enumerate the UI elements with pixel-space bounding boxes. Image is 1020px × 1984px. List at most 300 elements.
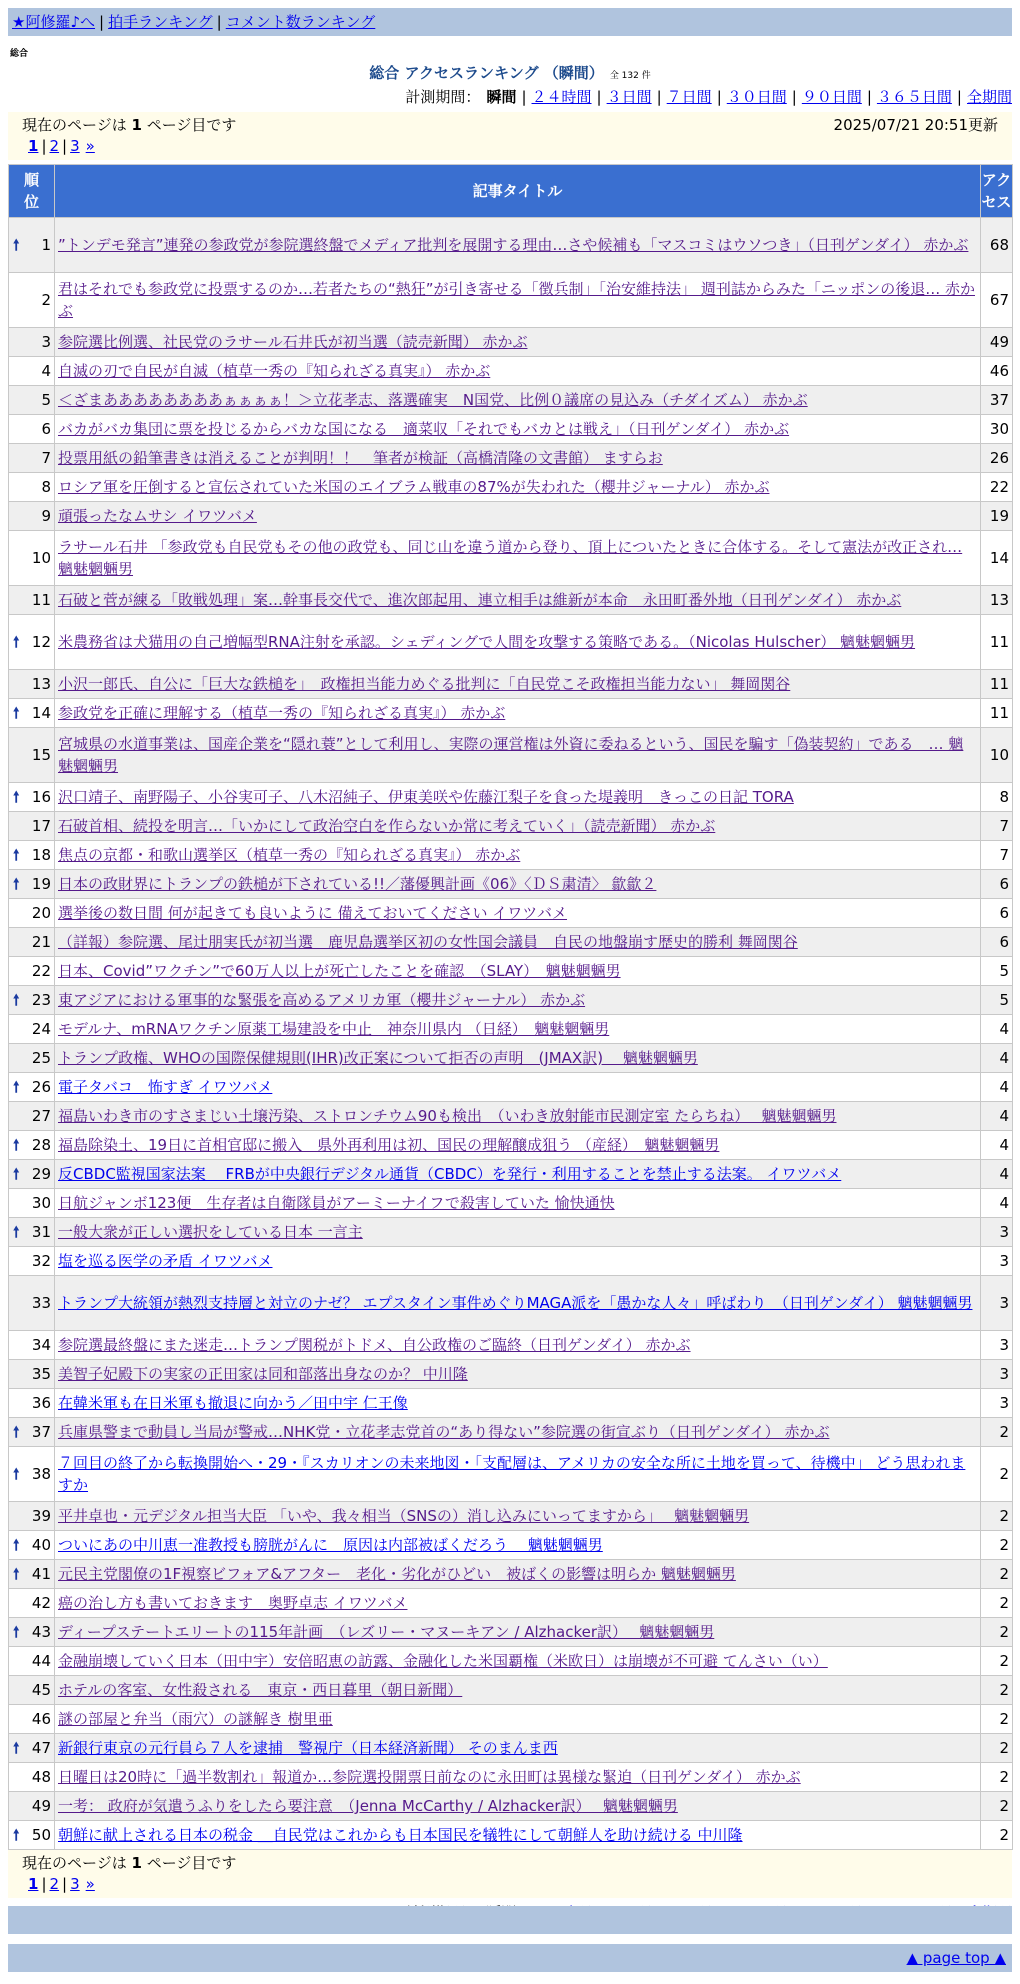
- page-indicator: 現在のページは 1 ページ目です: [22, 1854, 237, 1872]
- rank-cell: [9, 728, 55, 783]
- title-cell: [55, 1502, 981, 1531]
- rank-number: 48: [31, 1768, 51, 1786]
- table-row: [9, 812, 1013, 841]
- rank-cell: [9, 357, 55, 386]
- title-cell: [55, 1734, 981, 1763]
- rank-cell: [9, 531, 55, 586]
- rank-up-arrow-icon: 🠕: [13, 1223, 20, 1241]
- rank-cell: [9, 1531, 55, 1560]
- rank-number: 28: [31, 1136, 51, 1154]
- access-count: 4: [981, 1189, 1013, 1218]
- access-count: 2: [981, 1734, 1013, 1763]
- article-title-link[interactable]: トランプ政権、WHOの国際保健規則(IHR)改正案について拒否の声明 (JMAX訳) 魑魅魍魎男: [58, 1049, 698, 1067]
- title-cell: [55, 1044, 981, 1073]
- rank-cell: [9, 1618, 55, 1647]
- article-title-link[interactable]: ７回目の終了から転換開始へ・29・『スカリオンの未来地図・「支配層は、アメリカの安全な所に土地を買って、待機中」 どう思われますか: [58, 1454, 966, 1494]
- rank-number: 25: [31, 1049, 51, 1067]
- title-cell: [55, 444, 981, 473]
- access-count: 2: [981, 1418, 1013, 1447]
- article-title-link[interactable]: 石破首相、続投を明言…「いかにして政治空白を作らないか常に考えていく」（読売新聞） 赤かぶ: [58, 817, 716, 835]
- article-title-link[interactable]: 電子タバコ 怖すぎ イワツバメ: [58, 1078, 273, 1096]
- rank-cell: [9, 1073, 55, 1102]
- rank-cell: [9, 928, 55, 957]
- period-option[interactable]: ３０日間: [726, 88, 787, 106]
- rank-cell: [9, 1331, 55, 1360]
- rank-cell: [9, 986, 55, 1015]
- pager-page-link[interactable]: 2: [49, 1875, 60, 1893]
- access-count: 2: [981, 1531, 1013, 1560]
- rank-cell: [9, 1792, 55, 1821]
- pager-separator: |: [41, 137, 47, 155]
- title-cell: [55, 1102, 981, 1131]
- table-row: [9, 899, 1013, 928]
- table-row: [9, 1160, 1013, 1189]
- rank-cell: [9, 1560, 55, 1589]
- rank-cell: [9, 1360, 55, 1389]
- access-count: 2: [981, 1647, 1013, 1676]
- rank-cell: [9, 812, 55, 841]
- rank-number: 33: [31, 1294, 51, 1312]
- rank-number: 16: [31, 788, 51, 806]
- title-cell: [55, 899, 981, 928]
- pager-page-link[interactable]: 1: [28, 1875, 39, 1893]
- table-row: [9, 386, 1013, 415]
- rank-number: 15: [31, 746, 51, 764]
- access-count: 49: [981, 328, 1013, 357]
- access-count: 7: [981, 812, 1013, 841]
- article-title-link[interactable]: 参政党を正確に理解する（植草一秀の『知られざる真実』） 赤かぶ: [58, 704, 506, 722]
- rank-cell: [9, 273, 55, 328]
- title-cell: [55, 415, 981, 444]
- title-cell: [55, 986, 981, 1015]
- title-cell: [55, 1705, 981, 1734]
- rank-number: 22: [31, 962, 51, 980]
- pager-separator: |: [62, 1875, 68, 1893]
- article-title-link[interactable]: 東アジアにおける軍事的な緊張を高めるアメリカ軍（櫻井ジャーナル） 赤かぶ: [58, 991, 586, 1009]
- rank-number: 45: [31, 1681, 51, 1699]
- table-row: [9, 1792, 1013, 1821]
- title-cell: [55, 386, 981, 415]
- table-row: [9, 1389, 1013, 1418]
- access-count: 2: [981, 1821, 1013, 1850]
- rank-number: 49: [31, 1797, 51, 1815]
- period-option[interactable]: ３日間: [606, 88, 652, 106]
- rank-cell: [9, 1276, 55, 1331]
- rank-cell: [9, 1389, 55, 1418]
- rank-number: 4: [41, 362, 51, 380]
- rank-cell: [9, 1247, 55, 1276]
- rank-number: 47: [31, 1739, 51, 1757]
- access-count: 19: [981, 502, 1013, 531]
- access-count: 11: [981, 670, 1013, 699]
- article-title-link[interactable]: ついにあの中川恵一准教授も膀胱がんに 原因は内部被ばくだろう 魑魅魍魎男: [58, 1536, 603, 1554]
- access-count: 11: [981, 615, 1013, 670]
- period-separator: |: [521, 88, 527, 106]
- rank-number: 27: [31, 1107, 51, 1125]
- table-row: [9, 1734, 1013, 1763]
- title-cell: [55, 1676, 981, 1705]
- article-title-link[interactable]: 米農務省は犬猫用の自己増幅型RNA注射を承認。シェディングで人間を攻撃する策略である。（Nicolas Hulscher） 魑魅魍魎男: [58, 633, 916, 651]
- article-title-link[interactable]: 参院選比例選、社民党のラサール石井氏が初当選（読売新聞） 赤かぶ: [58, 333, 528, 351]
- table-row: [9, 531, 1013, 586]
- rank-number: 11: [31, 591, 51, 609]
- title-cell: [55, 1331, 981, 1360]
- access-count: 2: [981, 1618, 1013, 1647]
- page-title: 総合 アクセスランキング （瞬間）: [369, 64, 604, 82]
- rank-up-arrow-icon: 🠕: [13, 875, 20, 893]
- table-row: [9, 841, 1013, 870]
- access-count: 2: [981, 1589, 1013, 1618]
- table-row: [9, 415, 1013, 444]
- rank-up-arrow-icon: 🠕: [13, 1465, 20, 1483]
- pager-separator: |: [62, 137, 68, 155]
- article-title-link[interactable]: 癌の治し方も書いておきます 奥野卓志 イワツバメ: [58, 1594, 408, 1612]
- article-title-link[interactable]: 小沢一郎氏、自公に「巨大な鉄槌を」 政権担当能力めぐる批判に「自民党こそ政権担当能力ない」 舞岡関谷: [58, 675, 791, 693]
- rank-up-arrow-icon: 🠕: [13, 236, 20, 254]
- period-separator: |: [596, 88, 602, 106]
- rank-number: 20: [31, 904, 51, 922]
- header-title: 記事タイトル: [55, 165, 981, 218]
- access-count: 37: [981, 386, 1013, 415]
- article-title-link[interactable]: 石破と菅が練る「敗戦処理」案…幹事長交代で、進次郎起用、連立相手は維新が本命 永田町番外地（日刊ゲンダイ） 赤かぶ: [58, 591, 902, 609]
- article-title-link[interactable]: 日本の政財界にトランプの鉄槌が下されている!!／藩優興計画《06》〈ＤＳ粛清〉 歙歙２: [58, 875, 657, 893]
- article-title-link[interactable]: 一考： 政府が気遣うふりをしたら要注意 （Jenna McCarthy / Alzhacker訳） 魑魅魍魎男: [58, 1797, 678, 1815]
- article-title-link[interactable]: 君はそれでも参政党に投票するのか…若者たちの“熱狂”が引き寄せる「徴兵制」「治安維持法」 週刊誌からみた「ニッポンの後退… 赤かぶ: [58, 280, 975, 320]
- table-row: [9, 615, 1013, 670]
- rank-number: 34: [31, 1336, 51, 1354]
- period-option[interactable]: 全期間: [966, 88, 1012, 106]
- access-count: 14: [981, 531, 1013, 586]
- access-count: 6: [981, 870, 1013, 899]
- article-title-link[interactable]: 在韓米軍も在日米軍も撤退に向かう／田中宇 仁王像: [58, 1394, 408, 1412]
- article-title-link[interactable]: 金融崩壊していく日本（田中宇）安倍昭恵の訪露、金融化した米国覇権（米欧日）は崩壊が不可避 てんさい（い）: [58, 1652, 828, 1670]
- total-count: 全 132 件: [609, 71, 651, 81]
- access-count: 68: [981, 218, 1013, 273]
- article-title-link[interactable]: 日本、Covid”ワクチン”で60万人以上が死亡したことを確認 （SLAY） 魑魅魍魎男: [58, 962, 621, 980]
- table-row: [9, 1560, 1013, 1589]
- page-top-bar: [8, 1944, 1012, 1972]
- article-title-link[interactable]: 焦点の京都・和歌山選挙区（植草一秀の『知られざる真実』） 赤かぶ: [58, 846, 521, 864]
- access-count: 22: [981, 473, 1013, 502]
- rank-up-arrow-icon: 🠕: [13, 1623, 20, 1641]
- footer-band: [8, 1906, 1012, 1934]
- pager-page-link[interactable]: 3: [70, 1875, 80, 1893]
- title-cell: [55, 1447, 981, 1502]
- rank-number: 2: [41, 291, 51, 309]
- article-title-link[interactable]: 日航ジャンボ123便 生存者は自衛隊員がアーミーナイフで殺害していた 愉快通快: [58, 1194, 615, 1212]
- article-title-link[interactable]: ロシア軍を圧倒すると宣伝されていた米国のエイブラム戦車の87%が失われた（櫻井ジャーナル） 赤かぶ: [58, 478, 770, 496]
- rank-number: 42: [31, 1594, 51, 1612]
- rank-number: 23: [31, 991, 51, 1009]
- rank-number: 9: [41, 507, 51, 525]
- title-cell: [55, 1189, 981, 1218]
- rank-cell: [9, 444, 55, 473]
- table-row: [9, 502, 1013, 531]
- title-cell: [55, 1618, 981, 1647]
- table-row: [9, 1247, 1013, 1276]
- article-title-link[interactable]: 投票用紙の鉛筆書きは消えることが判明！！ 筆者が検証（高橋清隆の文書館） ますらお: [58, 449, 663, 467]
- title-cell: [55, 728, 981, 783]
- rank-cell: [9, 699, 55, 728]
- title-cell: [55, 928, 981, 957]
- rank-cell: [9, 502, 55, 531]
- article-title-link[interactable]: ホテルの客室、女性殺される 東京・西日暮里（朝日新聞）: [58, 1681, 463, 1699]
- page-info-top: [8, 112, 1012, 160]
- table-row: [9, 1705, 1013, 1734]
- article-title-link[interactable]: モデルナ、mRNAワクチン原薬工場建設を中止 神奈川県内 （日経） 魑魅魍魎男: [58, 1020, 610, 1038]
- rank-number: 7: [41, 449, 51, 467]
- rank-up-arrow-icon: 🠕: [13, 1536, 20, 1554]
- article-title-link[interactable]: 福島いわき市のすさまじい土壌汚染、ストロンチウム90も検出 （いわき放射能市民測定室 たらちね） 魑魅魍魎男: [58, 1107, 837, 1125]
- article-title-link[interactable]: 選挙後の数日間 何が起きても良いように 備えておいてください イワツバメ: [58, 904, 568, 922]
- rank-cell: [9, 1821, 55, 1850]
- article-title-link[interactable]: ”トンデモ発言”連発の参政党が参院選終盤でメディア批判を展開する理由…さや候補も「マスコミはウソつき」（日刊ゲンダイ） 赤かぶ: [58, 236, 969, 254]
- rank-number: 12: [31, 633, 51, 651]
- rank-cell: [9, 870, 55, 899]
- article-title-link[interactable]: ラサール石井 「参政党も自民党もその他の政党も、同じ山を違う道から登り、頂上についたときに合体する。そして憲法が改正され… 魑魅魍魎男: [58, 538, 963, 578]
- access-count: 2: [981, 1676, 1013, 1705]
- title-cell: [55, 1160, 981, 1189]
- rank-cell: [9, 1044, 55, 1073]
- rank-up-arrow-icon: 🠕: [13, 1136, 20, 1154]
- rank-number: 14: [31, 704, 51, 722]
- period-selector-top: [405, 86, 1012, 107]
- table-row: [9, 1676, 1013, 1705]
- article-title-link[interactable]: 塩を巡る医学の矛盾 イワツバメ: [58, 1252, 273, 1270]
- table-row: [9, 699, 1013, 728]
- rank-up-arrow-icon: 🠕: [13, 846, 20, 864]
- access-count: 6: [981, 928, 1013, 957]
- rank-number: 6: [41, 420, 51, 438]
- article-title-link[interactable]: 美智子妃殿下の実家の正田家は同和部落出身なのか？ 中川隆: [58, 1365, 468, 1383]
- table-row: [9, 1618, 1013, 1647]
- rank-cell: [9, 473, 55, 502]
- table-row: [9, 1447, 1013, 1502]
- rank-cell: [9, 586, 55, 615]
- rank-cell: [9, 1734, 55, 1763]
- rank-up-arrow-icon: 🠕: [13, 1826, 20, 1844]
- rank-number: 19: [31, 875, 51, 893]
- table-row: [9, 1418, 1013, 1447]
- article-title-link[interactable]: 謎の部屋と弁当（雨穴）の謎解き 樹里亜: [58, 1710, 333, 1728]
- access-count: 2: [981, 1705, 1013, 1734]
- title-cell: [55, 218, 981, 273]
- pager: [22, 1873, 998, 1895]
- rank-cell: [9, 1189, 55, 1218]
- period-separator: |: [716, 88, 722, 106]
- page-info-bottom: [8, 1850, 1012, 1898]
- rank-cell: [9, 957, 55, 986]
- access-count: 2: [981, 1560, 1013, 1589]
- rank-cell: [9, 670, 55, 699]
- article-title-link[interactable]: ディープステートエリートの115年計画 （レズリー・マヌーキアン / Alzhacker訳） 魑魅魍魎男: [58, 1623, 715, 1641]
- period-option[interactable]: ７日間: [666, 88, 712, 106]
- period-separator: |: [791, 88, 797, 106]
- article-title-link[interactable]: 沢口靖子、南野陽子、小谷実可子、八木沼純子、伊東美咲や佐藤江梨子を食った堤義明 きっこの日記 TORA: [58, 788, 794, 806]
- rank-up-arrow-icon: 🠕: [13, 788, 20, 806]
- table-row: [9, 870, 1013, 899]
- top-navigation: [8, 8, 1012, 36]
- rank-number: 5: [41, 391, 51, 409]
- access-count: 2: [981, 1447, 1013, 1502]
- article-title-link[interactable]: 頑張ったなムサシ イワツバメ: [58, 507, 257, 525]
- table-row: [9, 444, 1013, 473]
- title-cell: [55, 531, 981, 586]
- article-title-link[interactable]: 朝鮮に献上される日本の税金 ＿自民党はこれからも日本国民を犠牲にして朝鮮人を助け続ける 中川隆: [58, 1826, 743, 1844]
- article-title-link[interactable]: トランプ大統領が熱烈支持層と対立のナゼ？ エプスタイン事件めぐりMAGA派を「愚かな人々」呼ばわり （日刊ゲンダイ） 魑魅魍魎男: [58, 1294, 973, 1312]
- pager-next-link[interactable]: »: [85, 1875, 95, 1893]
- article-title-link[interactable]: 元民主党閣僚の1F視察ビフォア&アフター 老化・劣化がひどい 被ばくの影響は明らか 魑魅魍魎男: [58, 1565, 736, 1583]
- pager-next-link[interactable]: »: [85, 137, 95, 155]
- article-title-link[interactable]: 参院選最終盤にまた迷走…トランプ関税がトドメ、自公政権のご臨終（日刊ゲンダイ） 赤かぶ: [58, 1336, 691, 1354]
- rank-cell: [9, 1418, 55, 1447]
- article-title-link[interactable]: 福島除染土、19日に首相官邸に搬入 県外再利用は初、国民の理解醸成狙う （産経） 魑魅魍魎男: [58, 1136, 720, 1154]
- article-title-link[interactable]: ＜ざまああああああああぁぁぁぁ！＞立花孝志、落選確実 N国党、比例０議席の見込み（チダイズム） 赤かぶ: [58, 391, 808, 409]
- table-row: [9, 1531, 1013, 1560]
- rank-number: 46: [31, 1710, 51, 1728]
- title-cell: [55, 670, 981, 699]
- title-cell: [55, 328, 981, 357]
- access-count: 67: [981, 273, 1013, 328]
- rank-number: 8: [41, 478, 51, 496]
- period-option[interactable]: ２４時間: [531, 88, 592, 106]
- rank-up-arrow-icon: 🠕: [13, 1565, 20, 1583]
- rank-number: 39: [31, 1507, 51, 1525]
- article-title-link[interactable]: 宮城県の水道事業は、国産企業を“隠れ蓑”として利用し、実際の運営権は外資に委ねるという、国民を騙す「偽装契約」である … 魑魅魍魎男: [58, 735, 964, 775]
- title-cell: [55, 1531, 981, 1560]
- article-title-link[interactable]: バカがバカ集団に票を投じるからバカな国になる 適菜収「それでもバカとは戦え」（日刊ゲンダイ） 赤かぶ: [58, 420, 790, 438]
- title-cell: [55, 1073, 981, 1102]
- home-link[interactable]: ★阿修羅♪へ: [12, 13, 96, 31]
- rank-number: 21: [31, 933, 51, 951]
- rank-cell: [9, 218, 55, 273]
- table-row: [9, 670, 1013, 699]
- access-count: 46: [981, 357, 1013, 386]
- table-row: [9, 1073, 1013, 1102]
- title-cell: [55, 1792, 981, 1821]
- rank-number: 41: [31, 1565, 51, 1583]
- title-cell: [55, 1131, 981, 1160]
- nav-separator: |: [99, 13, 105, 31]
- article-title-link[interactable]: 反CBDC監視国家法案 FRBが中央銀行デジタル通貨（CBDC）を発行・利用することを禁止する法案。 イワツバメ: [58, 1165, 842, 1183]
- rank-up-arrow-icon: 🠕: [13, 704, 20, 722]
- rank-number: 3: [41, 333, 51, 351]
- table-row: [9, 328, 1013, 357]
- rank-number: 24: [31, 1020, 51, 1038]
- title-cell: [55, 1589, 981, 1618]
- rank-number: 31: [31, 1223, 51, 1241]
- title-cell: [55, 783, 981, 812]
- article-title-link[interactable]: 新銀行東京の元行員ら７人を逮捕 警視庁（日本経済新聞） そのまんま西: [58, 1739, 558, 1757]
- access-count: 3: [981, 1247, 1013, 1276]
- access-count: 3: [981, 1276, 1013, 1331]
- table-row: [9, 1589, 1013, 1618]
- access-count: 10: [981, 728, 1013, 783]
- rank-cell: [9, 1447, 55, 1502]
- rank-number: 37: [31, 1423, 51, 1441]
- rank-number: 35: [31, 1365, 51, 1383]
- pager-page-link[interactable]: 1: [28, 137, 39, 155]
- rank-up-arrow-icon: 🠕: [13, 633, 20, 651]
- article-title-link[interactable]: （詳報）参院選、尾辻朋実氏が初当選 鹿児島選挙区初の女性国会議員 自民の地盤崩す歴史的勝利 舞岡関谷: [58, 933, 798, 951]
- title-cell: [55, 841, 981, 870]
- title-cell: [55, 1276, 981, 1331]
- access-count: 4: [981, 1015, 1013, 1044]
- rank-number: 30: [31, 1194, 51, 1212]
- title-cell: [55, 473, 981, 502]
- table-row: [9, 957, 1013, 986]
- table-row: [9, 728, 1013, 783]
- period-option[interactable]: ３６５日間: [876, 88, 952, 106]
- table-row: [9, 1015, 1013, 1044]
- rank-number: 29: [31, 1165, 51, 1183]
- rank-cell: [9, 1131, 55, 1160]
- access-count: 13: [981, 586, 1013, 615]
- table-row: [9, 1647, 1013, 1676]
- rank-number: 32: [31, 1252, 51, 1270]
- table-row: [9, 1102, 1013, 1131]
- table-row: [9, 1189, 1013, 1218]
- table-row: [9, 1331, 1013, 1360]
- table-row: [9, 1502, 1013, 1531]
- article-title-link[interactable]: 平井卓也・元デジタル担当大臣 「いや、我々相当（SNSの）消し込みにいってますから」 魑魅魍魎男: [58, 1507, 750, 1525]
- pager-separator: |: [41, 1875, 47, 1893]
- rank-number: 44: [31, 1652, 51, 1670]
- title-cell: [55, 1560, 981, 1589]
- rank-number: 26: [31, 1078, 51, 1096]
- title-cell: [55, 1418, 981, 1447]
- page-top-link[interactable]: ▲ page top ▲: [906, 1949, 1006, 1967]
- rank-number: 10: [31, 549, 51, 567]
- rank-cell: [9, 615, 55, 670]
- access-count: 8: [981, 783, 1013, 812]
- ranking-table: [8, 164, 1013, 1850]
- rank-number: 1: [41, 236, 51, 254]
- rank-cell: [9, 1015, 55, 1044]
- table-row: [9, 1276, 1013, 1331]
- pager-page-link[interactable]: 3: [70, 137, 80, 155]
- table-row: [9, 273, 1013, 328]
- access-count: 7: [981, 841, 1013, 870]
- category-label: 総合: [10, 49, 29, 59]
- access-count: 4: [981, 1073, 1013, 1102]
- comment-ranking-link[interactable]: コメント数ランキング: [225, 13, 376, 31]
- title-cell: [55, 957, 981, 986]
- table-row: [9, 783, 1013, 812]
- access-count: 4: [981, 1102, 1013, 1131]
- header-rank: 順位: [9, 165, 55, 218]
- table-row: [9, 357, 1013, 386]
- rank-number: 40: [31, 1536, 51, 1554]
- rank-number: 13: [31, 675, 51, 693]
- article-title-link[interactable]: 日曜日は20時に「過半数割れ」報道か…参院選投開票日前なのに永田町は異様な緊迫（日刊ゲンダイ） 赤かぶ: [58, 1768, 801, 1786]
- article-title-link[interactable]: 兵庫県警まで動員し当局が警戒…NHK党・立花孝志党首の“あり得ない”参院選の街宣ぶり（日刊ゲンダイ） 赤かぶ: [58, 1423, 830, 1441]
- period-option[interactable]: ９０日間: [801, 88, 862, 106]
- article-title-link[interactable]: 一般大衆が正しい選択をしている日本 一言主: [58, 1223, 363, 1241]
- access-count: 26: [981, 444, 1013, 473]
- clap-ranking-link[interactable]: 拍手ランキング: [108, 13, 213, 31]
- title-cell: [55, 1218, 981, 1247]
- article-title-link[interactable]: 自滅の刃で自民が自滅（植草一秀の『知られざる真実』） 赤かぶ: [58, 362, 491, 380]
- table-row: [9, 1360, 1013, 1389]
- pager-page-link[interactable]: 2: [49, 137, 60, 155]
- rank-cell: [9, 1705, 55, 1734]
- title-cell: [55, 1821, 981, 1850]
- table-row: [9, 1821, 1013, 1850]
- rank-cell: [9, 328, 55, 357]
- access-count: 6: [981, 899, 1013, 928]
- rank-cell: [9, 386, 55, 415]
